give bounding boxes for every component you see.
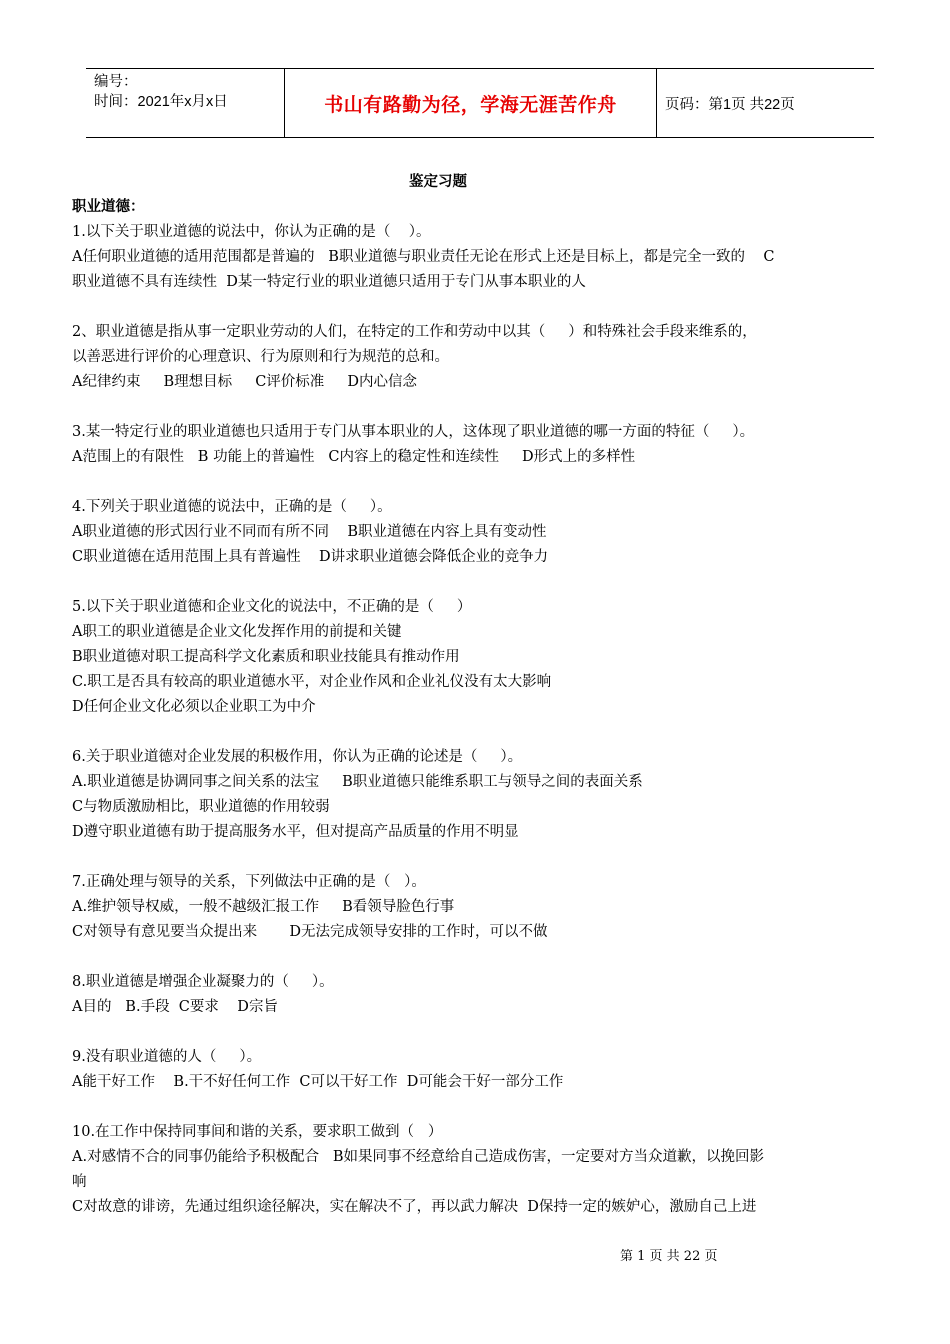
question-line: 响 bbox=[72, 1174, 87, 1190]
question-block bbox=[72, 1120, 892, 1220]
section-heading: 职业道德： bbox=[72, 199, 145, 215]
question-stem: 2、职业道德是指从事一定职业劳动的人们，在特定的工作和劳动中以其（ ）和特殊社会手段来维系的， bbox=[72, 324, 757, 340]
header-left-cell bbox=[86, 69, 284, 137]
question-stem: 9.没有职业道德的人（ ）。 bbox=[72, 1049, 262, 1065]
header-page-cell bbox=[657, 69, 874, 137]
page-footer: 第 1 页 共 22 页 bbox=[620, 1249, 718, 1264]
header-motto-cell bbox=[284, 69, 657, 137]
question-line: D遵守职业道德有助于提高服务水平，但对提高产品质量的作用不明显 bbox=[72, 824, 519, 840]
question-line: 职业道德不具有连续性 D某一特定行业的职业道德只适用于专门从事本职业的人 bbox=[72, 274, 586, 290]
question-block bbox=[72, 320, 892, 395]
question-block bbox=[72, 970, 892, 1020]
page-title: 鉴定习题 bbox=[409, 174, 467, 190]
question-stem: 3.某一特定行业的职业道德也只适用于专门从事本职业的人，这体现了职业道德的哪一方面的特征（ ）。 bbox=[72, 424, 755, 440]
question-line: C与物质激励相比，职业道德的作用较弱 bbox=[72, 799, 330, 815]
question-stem: 1.以下关于职业道德的说法中，你认为正确的是（ ）。 bbox=[72, 224, 431, 240]
question-stem: 10.在工作中保持同事间和谐的关系，要求职工做到（ ） bbox=[72, 1124, 443, 1140]
question-line: A目的 B.手段 C要求 D宗旨 bbox=[72, 999, 278, 1015]
question-line: A范围上的有限性 B 功能上的普遍性 C内容上的稳定性和连续性 D形式上的多样性 bbox=[72, 449, 636, 465]
question-stem: 4.下列关于职业道德的说法中，正确的是（ ）。 bbox=[72, 499, 392, 515]
question-line: A纪律约束 B理想目标 C评价标准 D内心信念 bbox=[72, 374, 417, 390]
question-block bbox=[72, 595, 892, 720]
question-line: A能干好工作 B.干不好任何工作 C可以干好工作 D可能会干好一部分工作 bbox=[72, 1074, 564, 1090]
question-line: A.对感情不合的同事仍能给予积极配合 B如果同事不经意给自己造成伤害，一定要对方当众道歉，以挽回影 bbox=[72, 1149, 765, 1165]
question-line: 以善恶进行评价的心理意识、行为原则和行为规范的总和。 bbox=[72, 349, 449, 365]
question-line: A.职业道德是协调同事之间关系的法宝 B职业道德只能维系职工与领导之间的表面关系 bbox=[72, 774, 643, 790]
question-block bbox=[72, 495, 892, 570]
question-stem: 7.正确处理与领导的关系，下列做法中正确的是（ ）。 bbox=[72, 874, 426, 890]
question-block bbox=[72, 1045, 892, 1095]
document-header bbox=[86, 68, 874, 138]
motto-text: 书山有路勤为径，学海无涯苦作舟 bbox=[324, 93, 617, 116]
question-stem: 6.关于职业道德对企业发展的积极作用，你认为正确的论述是（ ）。 bbox=[72, 749, 523, 765]
time-label: 时间：2021年x月x日 bbox=[94, 94, 228, 110]
question-line: A.维护领导权威，一般不越级汇报工作 B看领导脸色行事 bbox=[72, 899, 455, 915]
question-block bbox=[72, 745, 892, 845]
question-line: C.职工是否具有较高的职业道德水平，对企业作风和企业礼仪没有太大影响 bbox=[72, 674, 552, 690]
question-line: C对领导有意见要当众提出来 D无法完成领导安排的工作时，可以不做 bbox=[72, 924, 548, 940]
question-stem: 8.职业道德是增强企业凝聚力的（ ）。 bbox=[72, 974, 334, 990]
number-label: 编号： bbox=[94, 74, 138, 90]
question-line: C对故意的诽谤，先通过组织途径解决，实在解决不了，再以武力解决 D保持一定的嫉妒心，激励自己上进 bbox=[72, 1199, 757, 1215]
question-line: D任何企业文化必须以企业职工为中介 bbox=[72, 699, 316, 715]
question-line: A任何职业道德的适用范围都是普遍的 B职业道德与职业责任无论在形式上还是目标上，都是完全一致的 C bbox=[72, 249, 775, 265]
question-block bbox=[72, 220, 892, 295]
question-list bbox=[72, 220, 892, 1220]
question-block bbox=[72, 420, 892, 470]
page-label: 页码：第1页 共22页 bbox=[665, 96, 795, 113]
document-body bbox=[72, 195, 892, 1220]
question-line: B职业道德对职工提高科学文化素质和职业技能具有推动作用 bbox=[72, 649, 460, 665]
question-block bbox=[72, 870, 892, 945]
question-line: C职业道德在适用范围上具有普遍性 D讲求职业道德会降低企业的竞争力 bbox=[72, 549, 549, 565]
question-line: A职业道德的形式因行业不同而有所不同 B职业道德在内容上具有变动性 bbox=[72, 524, 547, 540]
question-line: A职工的职业道德是企业文化发挥作用的前提和关键 bbox=[72, 624, 402, 640]
question-stem: 5.以下关于职业道德和企业文化的说法中，不正确的是（ ） bbox=[72, 599, 472, 615]
